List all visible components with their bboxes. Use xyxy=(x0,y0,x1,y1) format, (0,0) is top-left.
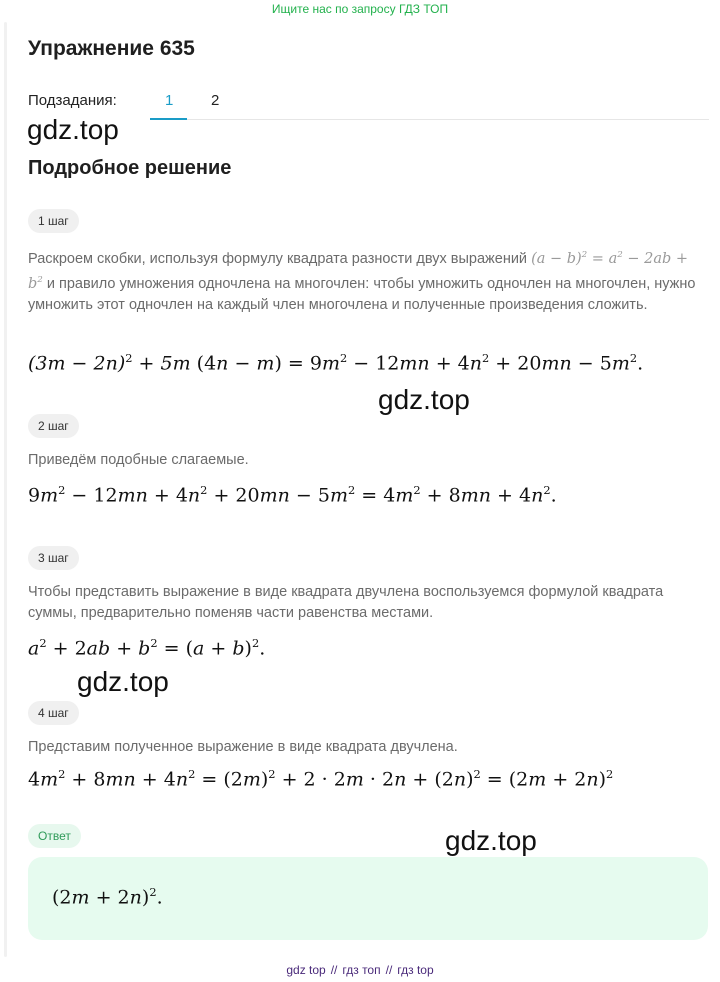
answer-formula: $(2m + 2n)^2$. xyxy=(52,885,163,909)
footer-link[interactable]: gdz top xyxy=(286,963,326,977)
footer-separator: // xyxy=(330,963,338,977)
footer-links xyxy=(0,963,720,977)
math-equation: $4m^2 + 8mn + 4n^2 = (2m)^2 + 2 \cdot 2m \cdot 2n + (2n)^2 = (2m + 2n)^2$ xyxy=(28,767,614,791)
step-text xyxy=(28,245,698,316)
card-edge xyxy=(4,22,7,957)
math-equation: $9m^2 - 12mn + 4n^2 + 20mn - 5m^2 = 4m^2 + 8mn + 4n^2$. xyxy=(28,483,557,507)
step-badge: 1 шаг xyxy=(28,209,79,233)
footer-separator: // xyxy=(385,963,393,977)
answer-badge: Ответ xyxy=(28,824,81,848)
step-text-part: Раскроем скобки, используя формулу квадрата разности двух выражений xyxy=(28,250,532,267)
step-text: Чтобы представить выражение в виде квадрата двучлена воспользуемся формулой квадрата суммы, предварительно поменяв части равенства местами. xyxy=(28,584,664,621)
page-title: Упражнение 635 xyxy=(28,37,195,60)
step-text: Представим полученное выражение в виде квадрата двучлена. xyxy=(28,739,458,755)
footer-link[interactable]: гдз топ xyxy=(342,963,381,977)
math-equation: $a^2 + 2ab + b^2 = (a + b)^2$. xyxy=(28,636,266,660)
watermark: gdz.top xyxy=(445,825,537,856)
subtasks-label: Подзадания: xyxy=(28,92,117,109)
watermark: gdz.top xyxy=(378,384,470,415)
watermark: gdz.top xyxy=(77,666,169,697)
step-badge: 2 шаг xyxy=(28,414,79,438)
active-tab-indicator xyxy=(150,118,187,120)
footer-link[interactable]: гдз top xyxy=(397,963,434,977)
tabs-divider xyxy=(187,119,709,120)
tab-subtask-1[interactable]: 1 xyxy=(165,92,174,109)
step-text: Приведём подобные слагаемые. xyxy=(28,452,249,468)
tab-subtask-2[interactable]: 2 xyxy=(211,92,220,109)
step-badge: 3 шаг xyxy=(28,546,79,570)
math-equation: $(3m - 2n)^2 + 5m$ $(4n - m) = 9m^2 - 12mn + 4n^2 + 20mn - 5m^2$. xyxy=(28,351,644,375)
section-title: Подробное решение xyxy=(28,157,232,179)
search-banner[interactable]: Ищите нас по запросу ГДЗ ТОП xyxy=(271,2,449,16)
formula-inline: $(a - b)^2 = a^2 - 2ab + b^2$ xyxy=(28,250,689,292)
answer-box xyxy=(28,857,708,940)
step-text-part: и правило умножения одночлена на многочлен: чтобы умножить одночлен на многочлен, нужно умножить этот одночлен на каждый член многочлена и полученные произведения сложить. xyxy=(28,275,696,313)
step-badge: 4 шаг xyxy=(28,701,79,725)
watermark: gdz.top xyxy=(27,114,119,145)
